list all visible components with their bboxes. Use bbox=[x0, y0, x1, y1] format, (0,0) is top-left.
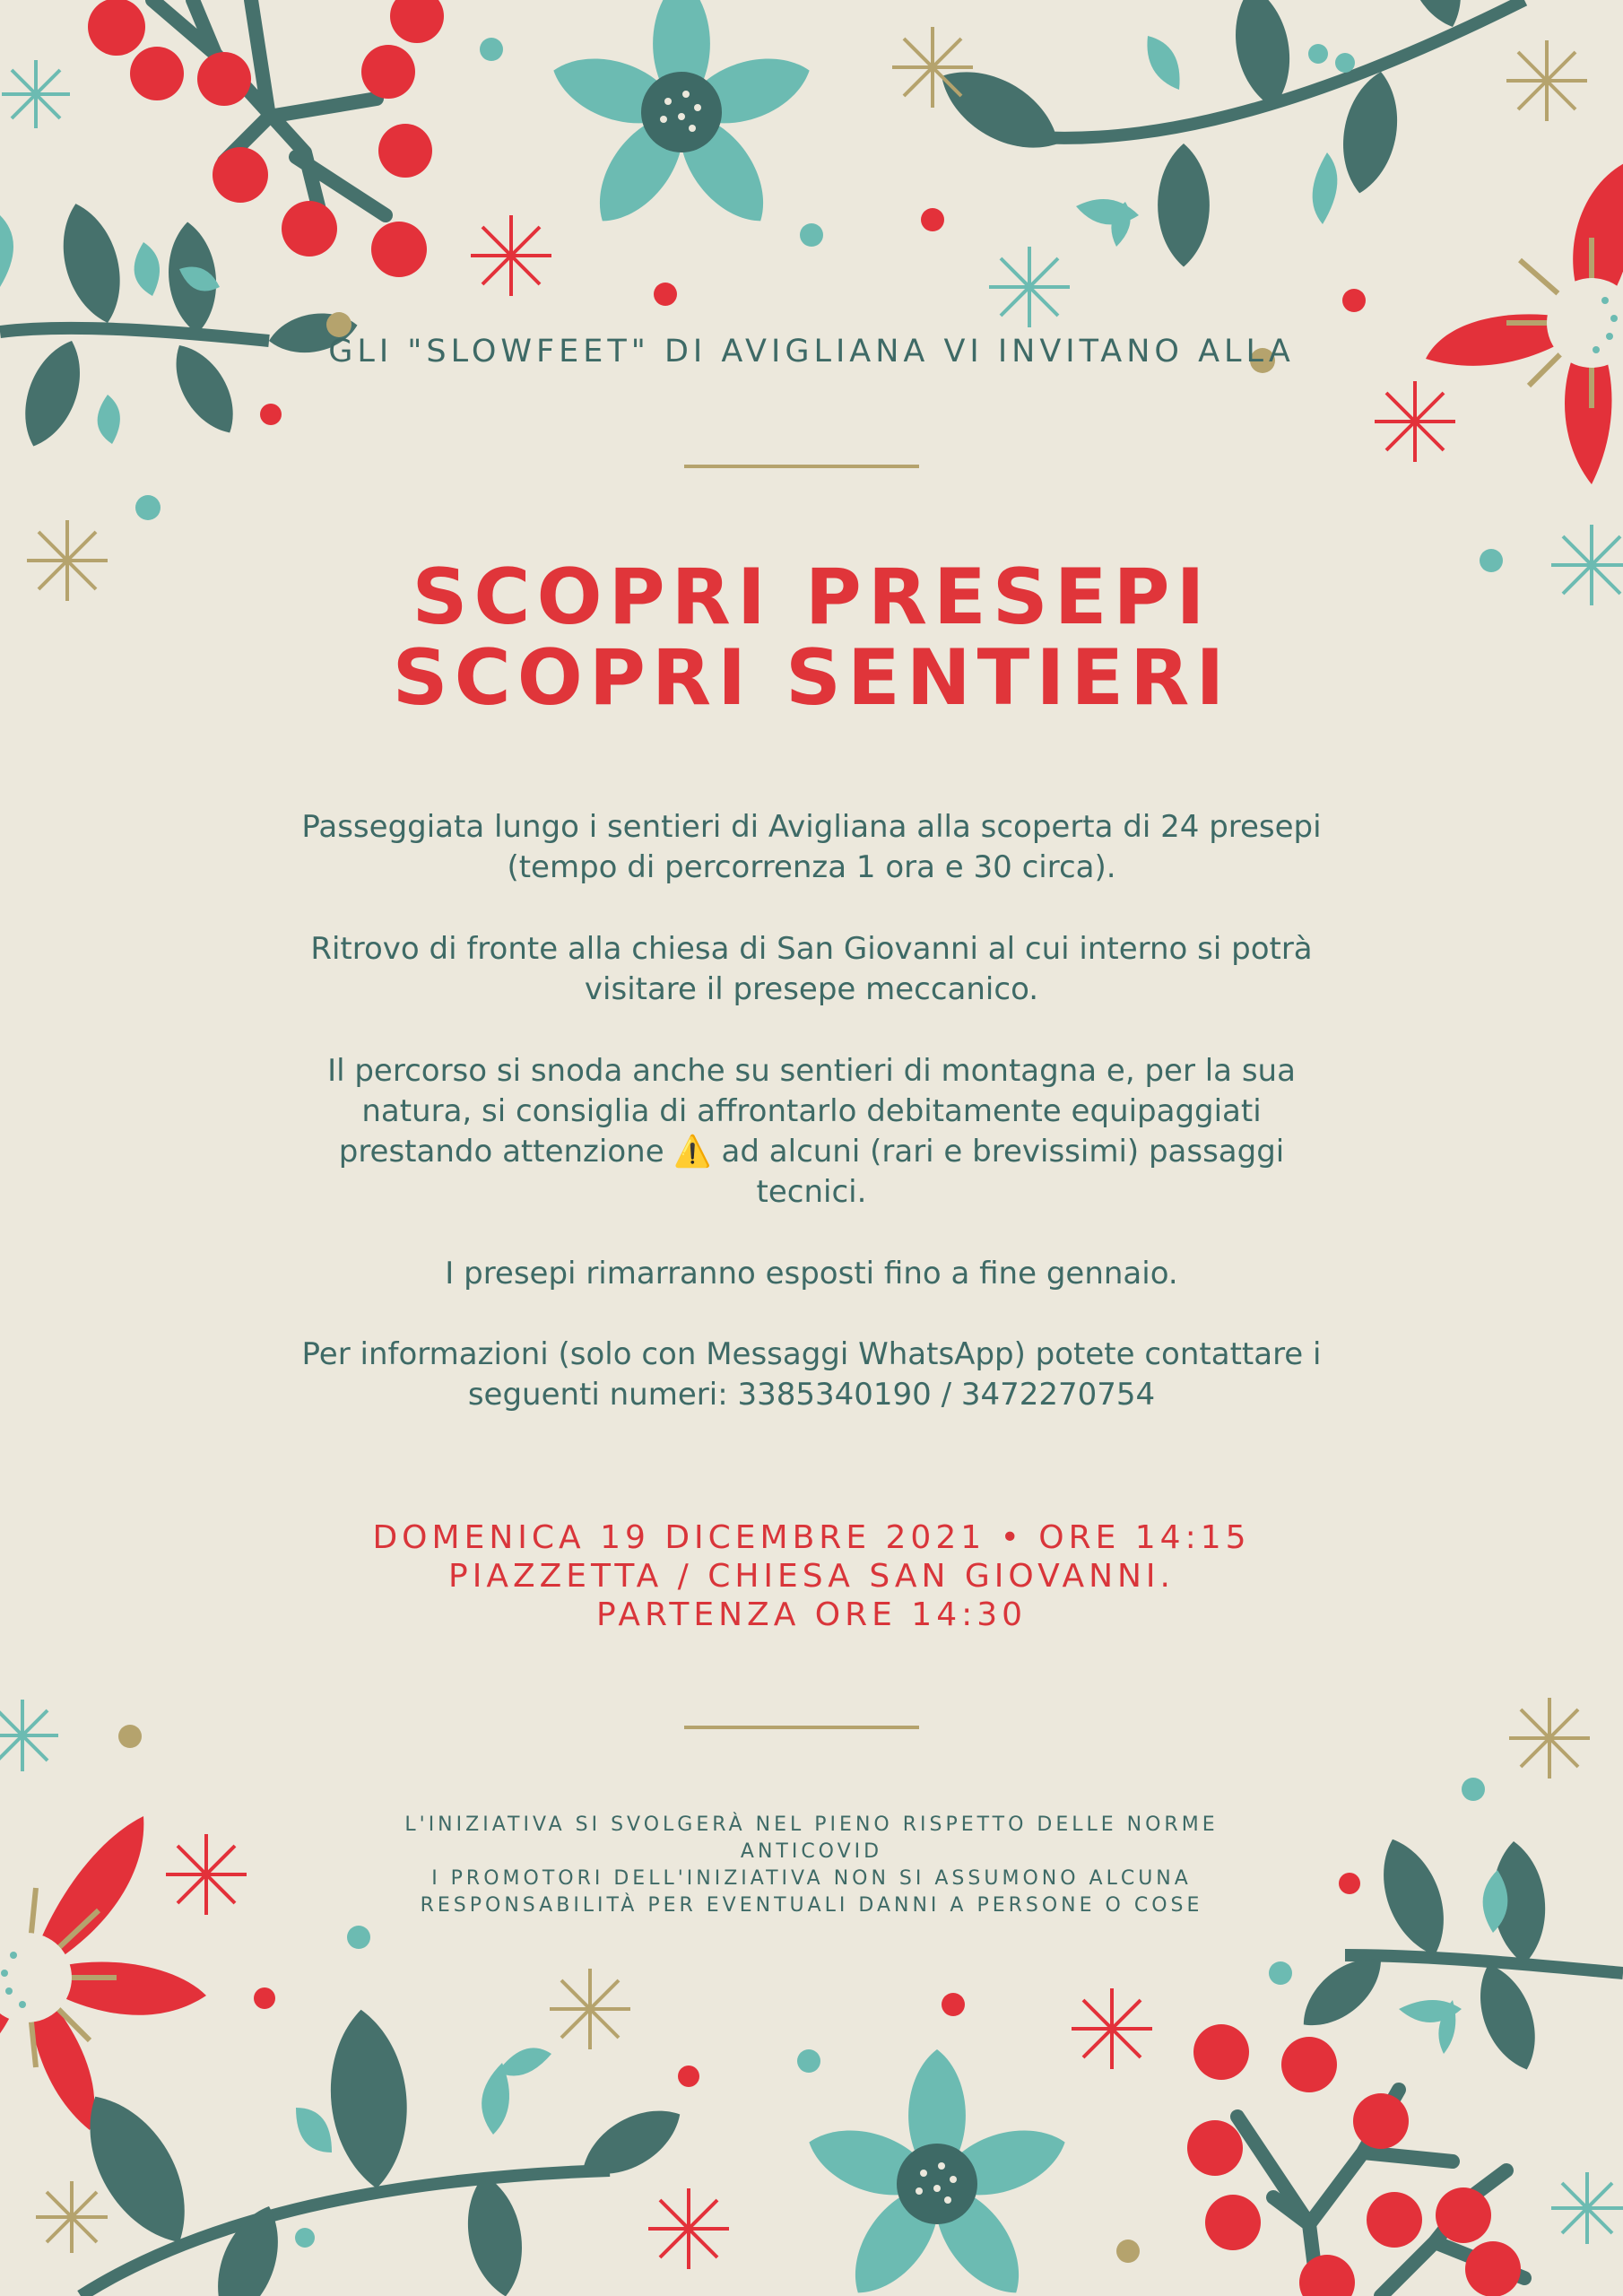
disclaimer-line-4: RESPONSABILITÀ PER EVENTUALI DANNI A PERSONE O COSE bbox=[420, 1894, 1203, 1917]
title-line-1: SCOPRI PRESEPI bbox=[412, 552, 1211, 642]
exhibition-duration-paragraph: I presepi rimarranno esposti fino a fine gennaio. bbox=[445, 1256, 1178, 1292]
top-divider bbox=[684, 465, 919, 468]
route-warning-paragraph: Il percorso si snoda anche su sentieri di montagna e, per la sua natura, si consiglia di affrontarlo debitamente equipaggiati prestando attenzione ⚠️ ad alcuni (rari e brevissimi) passaggi tecnici. bbox=[327, 1053, 1296, 1210]
event-location: PIAZZETTA / CHIESA SAN GIOVANNI. bbox=[448, 1558, 1175, 1595]
event-departure: PARTENZA ORE 14:30 bbox=[595, 1596, 1028, 1633]
meeting-point-paragraph: Ritrovo di fronte alla chiesa di San Giovanni al cui interno si potrà visitare il presepe meccanico. bbox=[310, 931, 1313, 1007]
disclaimer-line-3: I PROMOTORI DELL'INIZIATIVA NON SI ASSUMONO ALCUNA bbox=[431, 1867, 1192, 1890]
title-line-2: SCOPRI SENTIERI bbox=[392, 633, 1231, 723]
event-date-time: DOMENICA 19 DICEMBRE 2021 • ORE 14:15 bbox=[372, 1519, 1251, 1556]
disclaimer-line-2: ANTICOVID bbox=[740, 1840, 883, 1863]
bottom-divider bbox=[684, 1726, 919, 1729]
description-paragraph-1: Passeggiata lungo i sentieri di Avigliana alla scoperta di 24 presepi (tempo di percorrenza 1 ora e 30 circa). bbox=[301, 809, 1322, 885]
intro-text: GLI "SLOWFEET" DI AVIGLIANA VI INVITANO ALLA bbox=[328, 334, 1295, 370]
disclaimer-line-1: L'INIZIATIVA SI SVOLGERÀ NEL PIENO RISPETTO DELLE NORME bbox=[404, 1813, 1219, 1836]
contact-paragraph: Per informazioni (solo con Messaggi WhatsApp) potete contattare i seguenti numeri: 3385340190 / 3472270754 bbox=[301, 1336, 1322, 1413]
